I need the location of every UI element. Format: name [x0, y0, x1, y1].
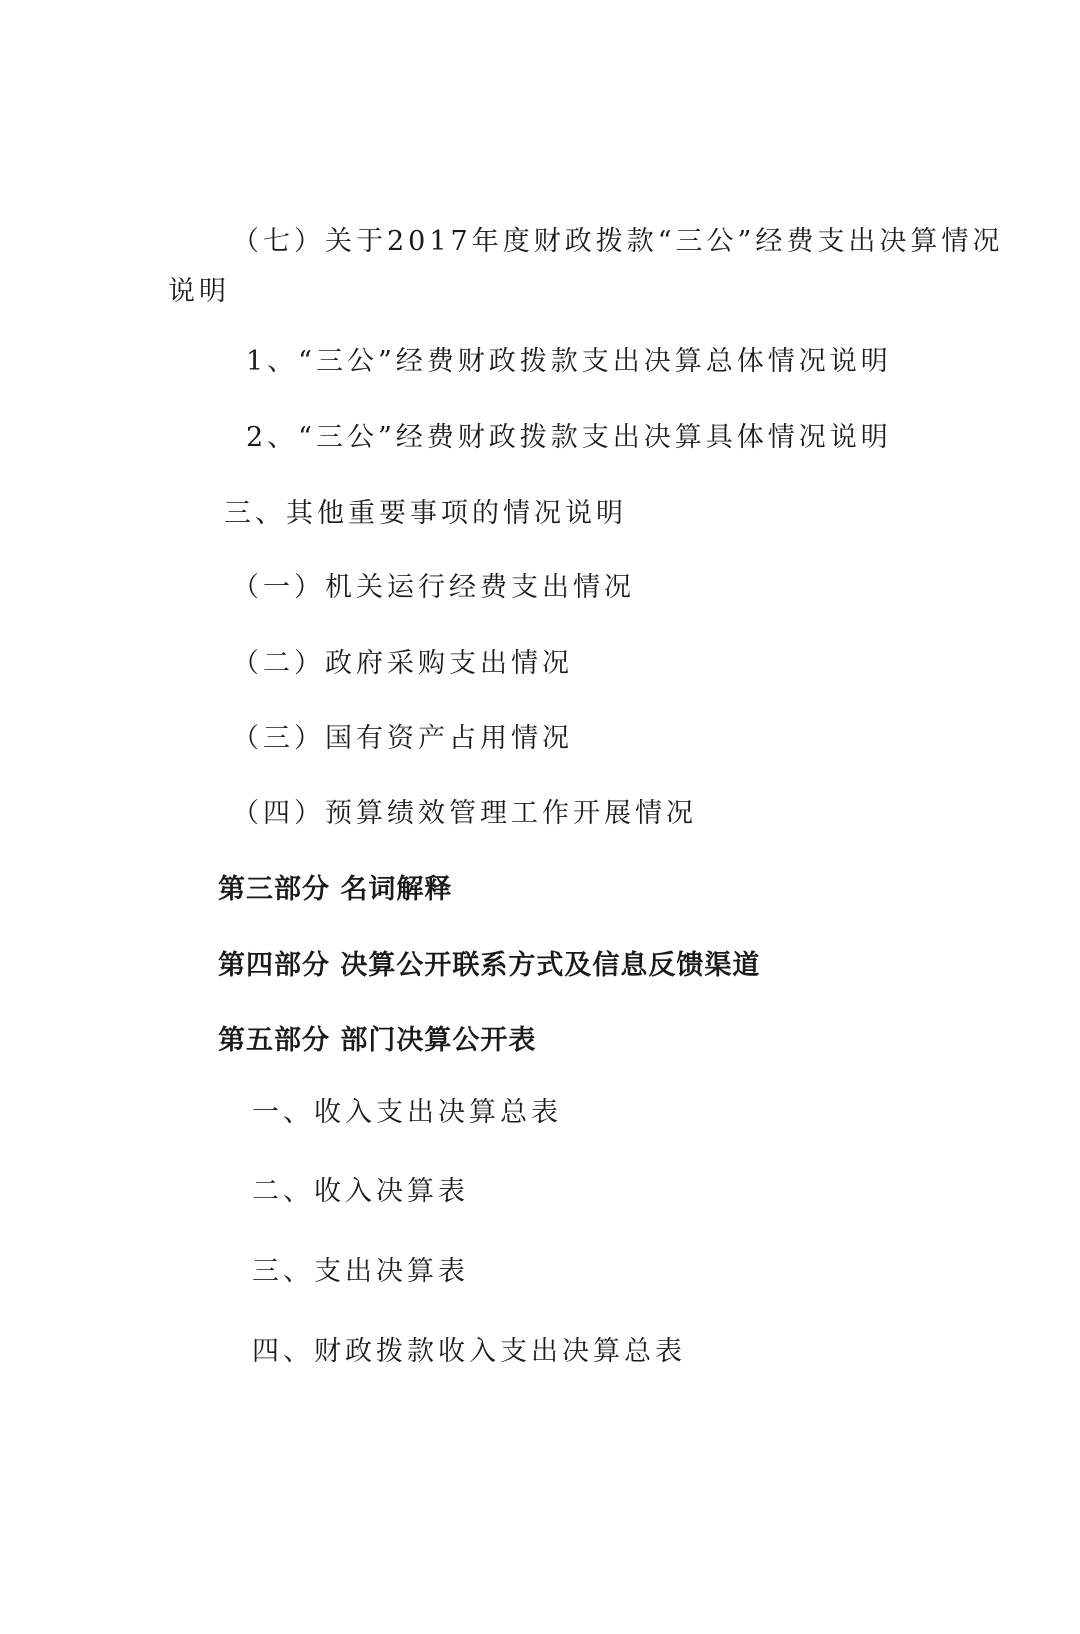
toc-table-2: 二、收入决算表 [252, 1176, 469, 1207]
toc-part-3: 第三部分 名词解释 [218, 874, 453, 905]
toc-table-4: 四、财政拨款收入支出决算总表 [252, 1336, 686, 1367]
toc-sub-3: （三）国有资产占用情况 [232, 723, 573, 754]
toc-table-1: 一、收入支出决算总表 [252, 1097, 562, 1128]
toc-sub-4: （四）预算绩效管理工作开展情况 [232, 798, 697, 829]
toc-item-7-line1: （七）关于2017年度财政拨款“三公”经费支出决算情况 [232, 226, 1004, 257]
toc-sub-2: （二）政府采购支出情况 [232, 648, 573, 679]
toc-item-7-2: 2、“三公”经费财政拨款支出决算具体情况说明 [246, 422, 892, 453]
toc-table-3: 三、支出决算表 [252, 1256, 469, 1287]
toc-part-4: 第四部分 决算公开联系方式及信息反馈渠道 [218, 950, 761, 981]
toc-item-7-line2: 说明 [168, 276, 230, 307]
toc-sub-1: （一）机关运行经费支出情况 [232, 572, 635, 603]
toc-part-5: 第五部分 部门决算公开表 [218, 1025, 537, 1056]
toc-section-3: 三、其他重要事项的情况说明 [224, 498, 627, 529]
toc-item-7-1: 1、“三公”经费财政拨款支出决算总体情况说明 [246, 346, 892, 377]
